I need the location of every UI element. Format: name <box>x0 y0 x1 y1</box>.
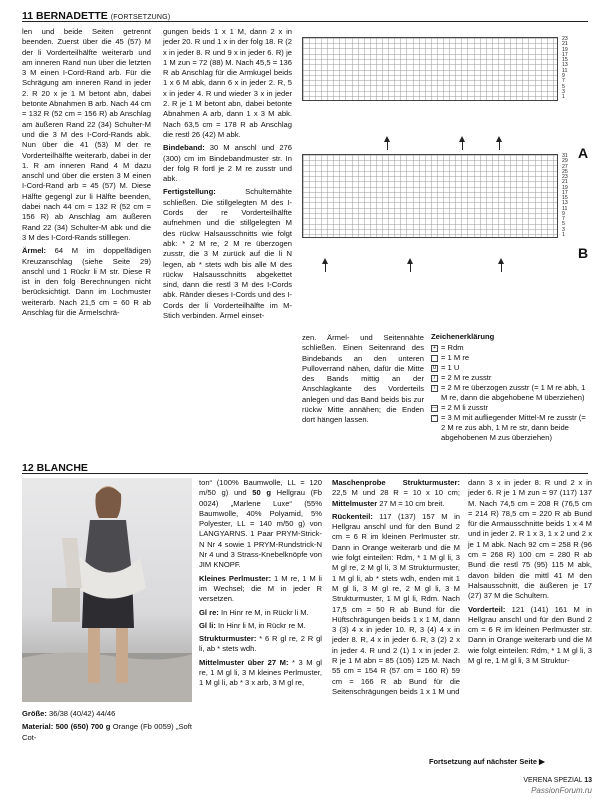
section-name: BERNADETTE <box>36 10 108 22</box>
legend-title: Zeichenerklärung <box>431 332 495 341</box>
heading: Material: 500 (650) 700 g <box>22 722 111 732</box>
paragraph: 22,5 M und 28 R = 10 x 10 cm; <box>332 488 460 498</box>
s12-back-cont: dann 3 x in jeder 8. R und 2 x in jeder 6. R je 1 M zun = 97 (117) 137 M. Nach 74,5 cm = 208 R (76,5 cm = 214 R) 78,5 cm = 220 R ab Bund für die Armausschnitte beids 1 x 4 M und in jeder 2. R 1 x 3, 1 x 2 und 2 x je 1 M abk. Nach 92 cm = 258 R (96 cm = 268 R) 100 cm = 280 R ab Bund die restl 75 (95) 115 M abk, davon bilden die mittl 41 M den Halsausschnitt, die äußeren je 17 (27) 37 M die Schultern. <box>468 478 592 601</box>
heading: Vorderteil: <box>468 604 506 614</box>
paragraph: 1 M re, 1 M li im Wechsel; die M in jeder R versetzen. <box>199 573 322 604</box>
legend-symbol-icon: ^ <box>431 415 438 422</box>
paragraph: Schulternähte schließen. Die stillgelegten M des I-Cords der re Vorderteilhälfte aufnehmen und die stillgelegten M des rückw Halsausschnitts wie folgt abk: * 2 M re, 2 M re überzogen zusstr, die 3 M zurück auf die li N legen, ab * stets wdh bis alle M des rückw Halsausschnitts abgekettet sind, dann die restl 3 M des I-Cords abk. Ränder dieses I-Cords und des I-Cords der li Vorderteilhälfte im M-Stich verbinden. Ärmel einset- <box>163 187 292 321</box>
chart-row-number: 11 <box>562 67 568 74</box>
emphasis: 50 g <box>252 488 272 498</box>
s12-size <box>22 709 192 719</box>
chart-row-number: 29 <box>562 158 568 165</box>
s12-material <box>22 722 192 743</box>
chart-row-number: 25 <box>562 168 568 175</box>
magazine-issue: SPEZIAL <box>553 777 583 784</box>
chart-row-number: 21 <box>562 41 568 48</box>
chart-row-number: 23 <box>562 174 568 180</box>
legend-symbol-icon: / <box>431 375 438 382</box>
chart-row-number: 13 <box>562 62 568 69</box>
model-figure-image <box>22 478 192 702</box>
s12-material-cont <box>199 478 322 571</box>
s12-column-1 <box>22 709 192 743</box>
chart-row-number: 21 <box>562 179 568 186</box>
s11-col1-text: len und beide Seiten getrennt beenden. Zuerst über die 45 (57) M der li Vorderteilhälfte weiterarb und am inneren Rand nun über die letzten 3 M einen I-Cord-Rand arb. Für die Schrägung am inneren Rand in jeder 2. R 20 x je 1 M betont abn, dabei betonte Abnahmen B arb. Nach 44 cm = 132 R (52 cm = 156 R) ab Anschlag am äußeren Rand 22 (34) Schulter-M und die 3 M des I-Cord-Rands abk. Nun über die 41 (53) M der re Vorderteilhälfte weiterarb, dabei in der 1. R am inneren Rand 4 M dazu anschl und über die ersten 3 M einen I-Cord-Rand arb = 45 (57) M. Diese Hälfte gegengl zur li Hälfte beenden, dabei nach 44 cm = 132 R (52 cm = 156 R) ab Anschlag am äußeren Rand 22 (34) Schulter-M abk und die 3 M des I-Cord-Rands stilllegen. <box>22 27 151 242</box>
s12-gauge <box>332 478 460 509</box>
heading: Ärmel: <box>22 246 47 256</box>
section-subtitle: (FORTSETZUNG) <box>110 14 171 21</box>
legend-text: = 1 M re <box>441 353 470 362</box>
chart-row-number: 5 <box>562 221 565 228</box>
chart-b-arrow-left <box>322 258 328 264</box>
legend-text: = Rdm <box>441 343 464 352</box>
watermark: PassionForum.ru <box>531 785 592 795</box>
section-12-header <box>22 462 588 474</box>
legend-symbol-icon: U <box>432 364 437 371</box>
heading: Mittelmuster über 27 M: <box>199 657 289 667</box>
paragraph: 30 M anschl und 276 (300) cm im Bindebandmuster str. In der folg R fortl je 2 M re zusstr und abk. <box>163 143 292 184</box>
legend-item <box>431 343 591 353</box>
heading: Mittelmuster <box>332 498 378 508</box>
s11-col3-text: zen. Ärmel- und Seitennähte schließen. Einen Seitenrand des Bindebands an den unteren Pulloverrand nähen, dafür die Mitte des Bands mittig an der Anschlagkante des Vorderteils anlegen und das Band beids bis zur rückw Mitte annähen; die Enden dort hängen lassen. <box>302 333 424 425</box>
legend-item <box>431 363 591 373</box>
chart-row-number: 19 <box>562 46 568 53</box>
chart-a-arrow-right <box>496 136 502 142</box>
section-11-header <box>22 10 588 22</box>
chart-row-number: 5 <box>562 83 565 90</box>
legend-text: = 2 M re zusstr <box>441 373 492 382</box>
paragraph: 121 (141) 161 M in Hellgrau anschl und für den Bund 2 cm = 6 R im kleinen Perlmuster str. Dann in Orange weiterarb und die M wie folgt einteilen: Rdm, * 1 M gl li, 3 M gl re, 1 M gl li, 3 M Struktur- <box>468 604 592 666</box>
heading: Kleines Perlmuster: <box>199 573 272 583</box>
paragraph: In Hinr li M, in Rückr re M. <box>215 620 306 630</box>
section-11-title <box>22 10 170 22</box>
chart-row-number: 19 <box>562 184 568 191</box>
heading: Bindeband: <box>163 143 205 153</box>
legend-item <box>431 403 591 413</box>
heading: Maschenprobe Strukturmuster: <box>332 478 460 487</box>
magazine-name: VERENA <box>523 777 552 784</box>
s12-column-4 <box>468 478 592 666</box>
chart-row-number: 3 <box>562 226 565 233</box>
chart-row-number: 13 <box>562 200 568 207</box>
s11-col2-finishing <box>163 187 292 321</box>
chart-row-number: 3 <box>562 88 565 95</box>
chart-row-number: 1 <box>562 231 565 238</box>
chart-b-arrow-right <box>498 258 504 264</box>
continued-note: Fortsetzung auf nächster Seite ▶ <box>429 757 545 766</box>
page-number: 13 <box>584 777 592 784</box>
chart-row-number: 27 <box>562 163 568 170</box>
section-number: 12 <box>22 462 34 474</box>
chart-row-number: 11 <box>562 205 568 212</box>
s11-col1-sleeve <box>22 246 151 318</box>
s12-back <box>332 512 460 697</box>
s12-pattern-glre <box>199 608 322 618</box>
s11-column-2 <box>163 27 292 321</box>
legend-symbol-icon <box>431 355 438 362</box>
chart-row-number: 23 <box>562 36 568 42</box>
model-photo <box>22 478 192 702</box>
heading: Fertigstellung: <box>163 187 216 197</box>
paragraph: 27 M = 10 cm breit. <box>377 498 445 508</box>
paragraph: In Hinr re M, in Rückr li M. <box>218 607 309 617</box>
s11-column-3 <box>302 333 424 426</box>
chart-row-number: 1 <box>562 94 565 101</box>
paragraph: Orange (Fb 0059) „Soft Cot- <box>22 722 192 742</box>
s12-pattern-glli <box>199 621 322 631</box>
paragraph: * 3 M gl re, 1 M gl li, 3 M kleines Perlmuster, 1 M gl li, ab * 3 x arb, 3 M gl re, <box>199 657 322 688</box>
s11-col2-bindeband <box>163 143 292 184</box>
chart-row-number: 17 <box>562 51 568 58</box>
section-12-title <box>22 462 88 474</box>
s12-pattern-mittel <box>199 658 322 689</box>
legend-symbol-icon: — <box>432 404 437 411</box>
chart-b-grid <box>302 154 558 238</box>
chart-a-arrow-left <box>384 136 390 142</box>
chart-row-number: 15 <box>562 57 568 64</box>
s12-pattern-perl <box>199 574 322 605</box>
s11-column-1 <box>22 27 151 318</box>
legend-text: = 2 M re überzogen zusstr (= 1 M re abh, 1 M re, dann die abgehobene M überziehen) <box>441 383 586 402</box>
s12-pattern-struktur <box>199 634 322 655</box>
legend-symbol-icon: + <box>431 345 438 352</box>
paragraph: ton“ (100% Baumwolle, LL = 120 m/50 g) und <box>199 478 322 498</box>
chart-a-row-numbers <box>562 37 568 101</box>
chart-a-grid <box>302 37 558 101</box>
heading: Rückenteil: <box>332 511 373 521</box>
chart-a-arrow-mid <box>459 136 465 142</box>
chart-a-label: A <box>578 145 589 161</box>
section-name: BLANCHE <box>36 462 88 474</box>
s12-column-2 <box>199 478 322 689</box>
chart-legend <box>431 332 591 443</box>
section-number: 11 <box>22 10 34 22</box>
chart-row-number: 15 <box>562 195 568 201</box>
heading: Gl li: <box>199 620 216 630</box>
chart-row-number: 9 <box>562 73 565 80</box>
chart-b-arrow-mid <box>407 258 413 264</box>
legend-item <box>431 353 591 363</box>
legend-symbol-icon: \ <box>431 385 438 392</box>
paragraph: Hellgrau (Fb 0024) „Marlene Luxe“ (55% Baumwolle, 40% Polyamid, 5% Polyester, LL = 140 m/50 g) von LANGYARNS. 1 Paar PRYM-Strick-N Nr 4 sowie 1 PRYM-Rundstrick-N Nr 4 und 3 Strass-Knebelknöpfe von JIM KNOPF. <box>199 488 323 570</box>
legend-item <box>431 383 591 403</box>
legend-text: = 1 U <box>441 363 460 372</box>
heading: Größe: <box>22 709 47 718</box>
legend-text: = 2 M li zusstr <box>441 403 489 412</box>
chart-b-row-numbers <box>562 154 568 238</box>
chart-row-number: 7 <box>562 78 565 85</box>
legend-rows <box>431 343 591 443</box>
legend-item <box>431 373 591 383</box>
heading: Gl re: <box>199 607 219 617</box>
legend-item <box>431 413 591 443</box>
s12-column-3 <box>332 478 460 697</box>
chart-row-number: 31 <box>562 153 568 159</box>
chart-b-label: B <box>578 245 589 261</box>
s12-front <box>468 605 592 667</box>
heading: Strukturmuster: <box>199 634 257 644</box>
s11-col2-text: gungen beids 1 x 1 M, dann 2 x in jeder 20. R und 1 x in der folg 18. R (2 x in jeder 8. R und 9 x in jeder 6. R) je 1 M zun = 72 (88) M. Nach 45,5 = 136 R ab Anschlag für die Armkugel beids 1 x 6 M abk, dann 6 x in jeder 2. R, 5 x in jeder 4. R und wieder 3 x in jeder 2. R je 1 M betont abn, dabei betonte Abnahmen A arb, dann 1 x 3 M abk. Nach 63,5 cm = 178 R ab Anschlag die restl 26 (42) M abk. <box>163 27 292 139</box>
chart-row-number: 17 <box>562 189 568 196</box>
chart-row-number: 9 <box>562 210 565 217</box>
paragraph: 36/38 (40/42) 44/46 <box>46 709 116 718</box>
chart-row-number: 7 <box>562 216 565 222</box>
paragraph: 117 (137) 157 M in Hellgrau anschl und für den Bund 2 cm = 6 R im kleinen Perlmuster str. Dann in Orange weiterarb und die M wie folgt einteilen: Rdm, * 1 M gl li, 3 M gl re, 2 M gl li, 3 M Strukturmuster, 1 M gl li, ab * stets wdh, enden mit 1 M gl li, 3 M gl re, 2 M gl li, 3 M Strukturmuster, 1 M gl li, Rdm. Nach 17,5 cm = 50 R ab Bund für die Hüftschrägungen beids 1 x 1 M, dann 3 (3) 4 x in jeder 10. R, 3 (4) 4 x in jeder 8. R, 4 x in jeder 6. R, 3 (2) 2 x in jeder 4. R und 2 (1) 1 x in jeder 2. R je 1 M abn = 85 (105) 125 M. Nach 55 cm = 154 R (57 cm = 160 R) 59 cm = 166 R ab Bund für die Seitenschrägungen beids 1 x 1 M und <box>332 511 460 696</box>
legend-text: = 3 M mit aufliegender Mittel-M re zusstr (= 2 M re zus abh, 1 M re str, dann beide abgehobenen M zus überziehen) <box>441 413 586 442</box>
paragraph: 64 M im doppelfädigen Kreuzanschlag (siehe Seite 29) anschl und 1 Rückr li M str. Diese R ist in den folg Berechnungen nicht berücksichtigt. Dann im Lochmuster weiterarb. Nach 21,5 cm = 60 R ab Anschlag für die Ärmelschrä- <box>22 246 151 318</box>
paragraph: * 6 R gl re, 2 R gl li, ab * stets wdh. <box>199 634 322 654</box>
